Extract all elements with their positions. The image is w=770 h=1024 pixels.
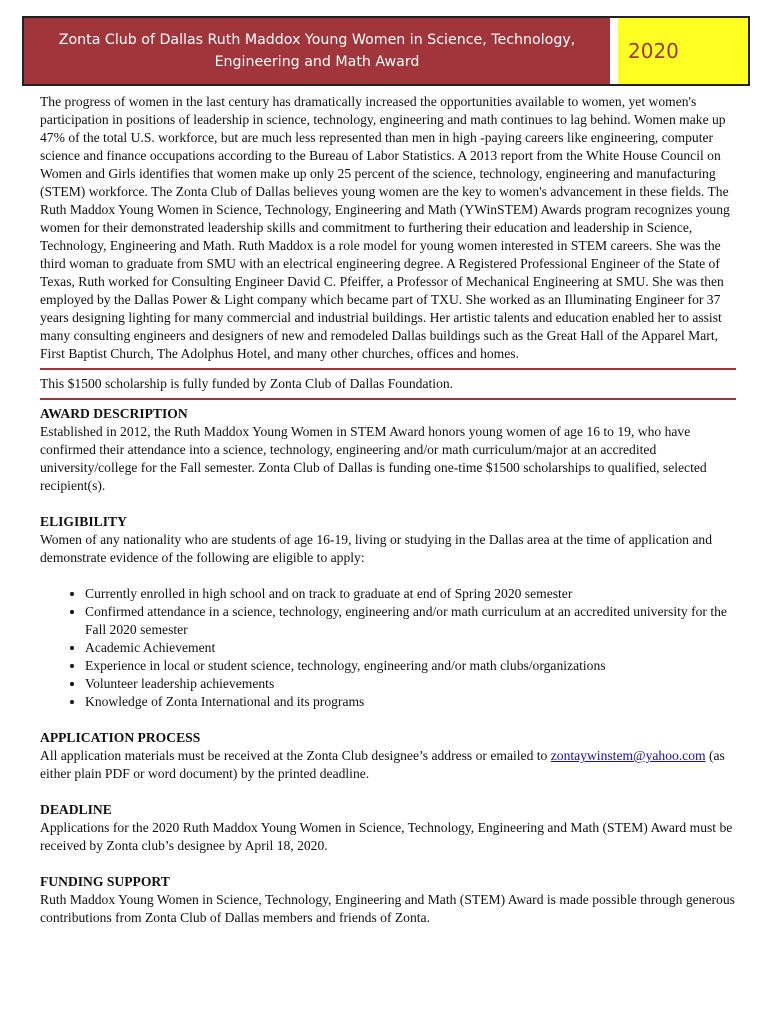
application-text-after: (as either plain PDF or word document) by the printed deadline. (40, 748, 725, 781)
award-description-heading: AWARD DESCRIPTION (40, 406, 188, 421)
eligibility-text: Women of any nationality who are students of age 16-19, living or studying in the Dallas area at the time of application and demonstrate evidence of the following are eligible to apply: (40, 532, 712, 565)
application-section (40, 729, 736, 783)
application-text-before: All application materials must be received at the Zonta Club designee’s address or emailed to (40, 748, 551, 763)
application-text (40, 747, 736, 783)
deadline-heading: DEADLINE (40, 802, 112, 817)
deadline-text: Applications for the 2020 Ruth Maddox Young Women in Science, Technology, Engineering and Math (STEM) Award must be received by Zonta club’s designee by April 18, 2020. (40, 820, 733, 853)
application-heading: APPLICATION PROCESS (40, 730, 201, 745)
document-body (40, 93, 736, 927)
list-item: • Academic Achievement (85, 639, 736, 657)
email-link[interactable]: zontaywinstem@yahoo.com (550, 748, 706, 763)
eligibility-list (40, 585, 736, 711)
header-divider (610, 18, 618, 84)
award-description-text: Established in 2012, the Ruth Maddox Young Women in STEM Award honors young women of age 16 to 19, who have confirmed their attendance into a science, technology, engineering and/or math curriculum/major at an accredited university/college for the Fall semester. Zonta Club of Dallas is funding one-time $1500 scholarships to qualified, selected recipient(s). (40, 424, 707, 493)
list-item: • Currently enrolled in high school and on track to graduate at end of Spring 2020 semester (85, 585, 736, 603)
award-title: Zonta Club of Dallas Ruth Maddox Young Women in Science, Technology, Engineering and Math Award (24, 18, 610, 84)
list-item: • Confirmed attendance in a science, technology, engineering and/or math curriculum at an accredited university for the Fall 2020 semester (85, 603, 736, 639)
list-item: • Volunteer leadership achievements (85, 675, 736, 693)
deadline-section (40, 801, 736, 855)
funding-support-text: Ruth Maddox Young Women in Science, Technology, Engineering and Math (STEM) Award is made possible through generous contributions from Zonta Club of Dallas members and friends of Zonta. (40, 892, 735, 925)
divider-rule (40, 368, 736, 370)
funding-support-heading: FUNDING SUPPORT (40, 874, 170, 889)
list-item: • Experience in local or student science, technology, engineering and/or math clubs/organizations (85, 657, 736, 675)
funding-note: This $1500 scholarship is fully funded by Zonta Club of Dallas Foundation. (40, 376, 454, 391)
eligibility-section (40, 513, 736, 711)
eligibility-heading: ELIGIBILITY (40, 514, 127, 529)
divider-rule (40, 398, 736, 400)
list-item: • Knowledge of Zonta International and its programs (85, 693, 736, 711)
award-year: 2020 (618, 18, 748, 84)
funding-support-section (40, 873, 736, 927)
header-banner (22, 16, 750, 86)
intro-paragraph: The progress of women in the last century has dramatically increased the opportunities available to women, yet women's participation in positions of leadership in science, technology, engineering and math continues to lag behind. Women make up 47% of the total U.S. workforce, but are much less represented than men in high -paying careers like engineering, computer science and finance occupations according to the Bureau of Labor Statistics. A 2013 report from the White House Council on Women and Girls identifies that women make up only 25 percent of the science, technology, engineering and manufacturing (STEM) workforce. The Zonta Club of Dallas believes young women are the key to women's advancement in these fields. The Ruth Maddox Young Women in Science, Technology, Engineering and Math (YWinSTEM) Awards program recognizes young women for their demonstrated leadership skills and commitment to furthering their education and leadership in Science, Technology, Engineering and Math. Ruth Maddox is a role model for young women interested in STEM careers. She was the third woman to graduate from SMU with an electrical engineering degree. A Registered Professional Engineer of the State of Texas, Ruth worked for Consulting Engineer David C. Pfeiffer, a Professor of Mechanical Engineering at SMU. She was then employed by the Dallas Power & Light company which became part of TXU. She worked as an Illuminating Engineer for 37 years designing lighting for many commercial and industrial buildings. Her artistic talents and education enabled her to assist many consulting engineers and designers of new and remodeled Dallas buildings such as the Great Hall of the Apparel Mart, First Baptist Church, The Adolphus Hotel, and many other churches, offices and homes. (40, 94, 730, 361)
award-description-section (40, 405, 736, 495)
